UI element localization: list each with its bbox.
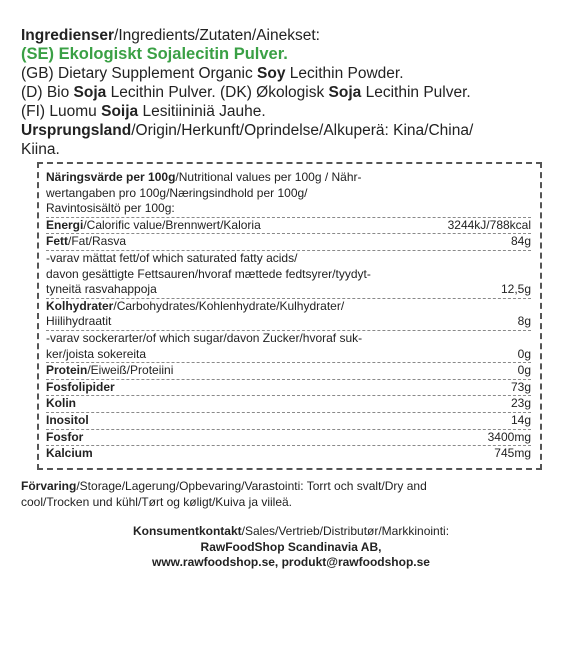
- phospholipids-value: 73g: [510, 379, 531, 394]
- ingredients-heading: Ingredienser/Ingredients/Zutaten/Ainekset:: [21, 27, 320, 44]
- product-name-fi: (FI) Luomu Soija Lesitiininiä Jauhe.: [21, 103, 266, 120]
- sugar-value: 0g: [517, 346, 531, 361]
- nutrition-row-inositol: Inositol 14g: [46, 413, 531, 430]
- storage-instructions: Förvaring/Storage/Lagerung/Opbevaring/Varastointi: Torrt och svalt/Dry and cool/Trocken und kühl/Tørt og køligt/Kuiva ja viileä.: [21, 479, 427, 509]
- consumer-contact: Konsumentkontakt/Sales/Vertrieb/Distributør/Markkinointi: RawFoodShop Scandinavia AB, www.rawfoodshop.se, produkt@rawfoodshop.se: [132, 524, 450, 570]
- nutrition-row-fat: Fett/Fat/Rasva 84g: [46, 234, 531, 251]
- phosphorus-value: 3400mg: [487, 429, 531, 444]
- nutrition-row-phosphorus: Fosfor 3400mg: [46, 430, 531, 447]
- nutrition-row-carbohydrates: Kolhydrater/Carbohydrates/Kohlenhydrate/Kulhydrater/ Hiilihydraatit 8g: [46, 299, 531, 331]
- nutrition-row-saturated-fat: -varav mättat fett/of which saturated fatty acids/ davon gesättigte Fettsauren/hvoraf mættede fedtsyrer/tyydyt- tyneitä rasvahappoja 12,5g: [46, 251, 531, 299]
- energy-value: 3244kJ/788kcal: [447, 217, 531, 232]
- choline-value: 23g: [510, 396, 531, 411]
- nutrition-row-calcium: Kalcium 745mg: [46, 446, 531, 461]
- nutrition-table: [46, 170, 531, 462]
- inositol-value: 14g: [510, 412, 531, 427]
- protein-value: 0g: [517, 363, 531, 378]
- country-of-origin: Ursprungsland/Origin/Herkunft/Oprindelse/Alkuperä: Kina/China/: [21, 122, 474, 139]
- company-name: RawFoodShop Scandinavia AB,: [200, 539, 382, 554]
- country-of-origin-cont: Kiina.: [21, 141, 60, 158]
- product-name-gb: (GB) Dietary Supplement Organic Soy Lecithin Powder.: [21, 65, 404, 82]
- nutrition-row-energy: Energi/Calorific value/Brennwert/Kaloria 3244kJ/788kcal: [46, 218, 531, 235]
- contact-web-email: www.rawfoodshop.se, produkt@rawfoodshop.se: [152, 555, 430, 570]
- nutrition-heading: Näringsvärde per 100g/Nutritional values per 100g / Nähr- wertangaben pro 100g/Næringsindhold per 100g/ Ravintosisältö per 100g:: [46, 170, 531, 218]
- carbohydrates-value: 8g: [517, 314, 531, 329]
- saturated-fat-value: 12,5g: [500, 282, 531, 297]
- calcium-value: 745mg: [494, 446, 531, 461]
- nutrition-row-phospholipids: Fosfolipider 73g: [46, 380, 531, 397]
- product-title-se: (SE) Ekologiskt Sojalecitin Pulver.: [21, 45, 288, 63]
- nutrition-row-sugar: -varav sockerarter/of which sugar/davon Zucker/hvoraf suk- ker/joista sokereita 0g: [46, 331, 531, 363]
- nutrition-row-choline: Kolin 23g: [46, 396, 531, 413]
- nutrition-row-protein: Protein/Eiweiß/Proteiini 0g: [46, 363, 531, 380]
- ingredients-section: [21, 26, 566, 159]
- product-name-d-dk: (D) Bio Soja Lecithin Pulver. (DK) Økologisk Soja Lecithin Pulver.: [21, 84, 471, 101]
- fat-value: 84g: [510, 234, 531, 249]
